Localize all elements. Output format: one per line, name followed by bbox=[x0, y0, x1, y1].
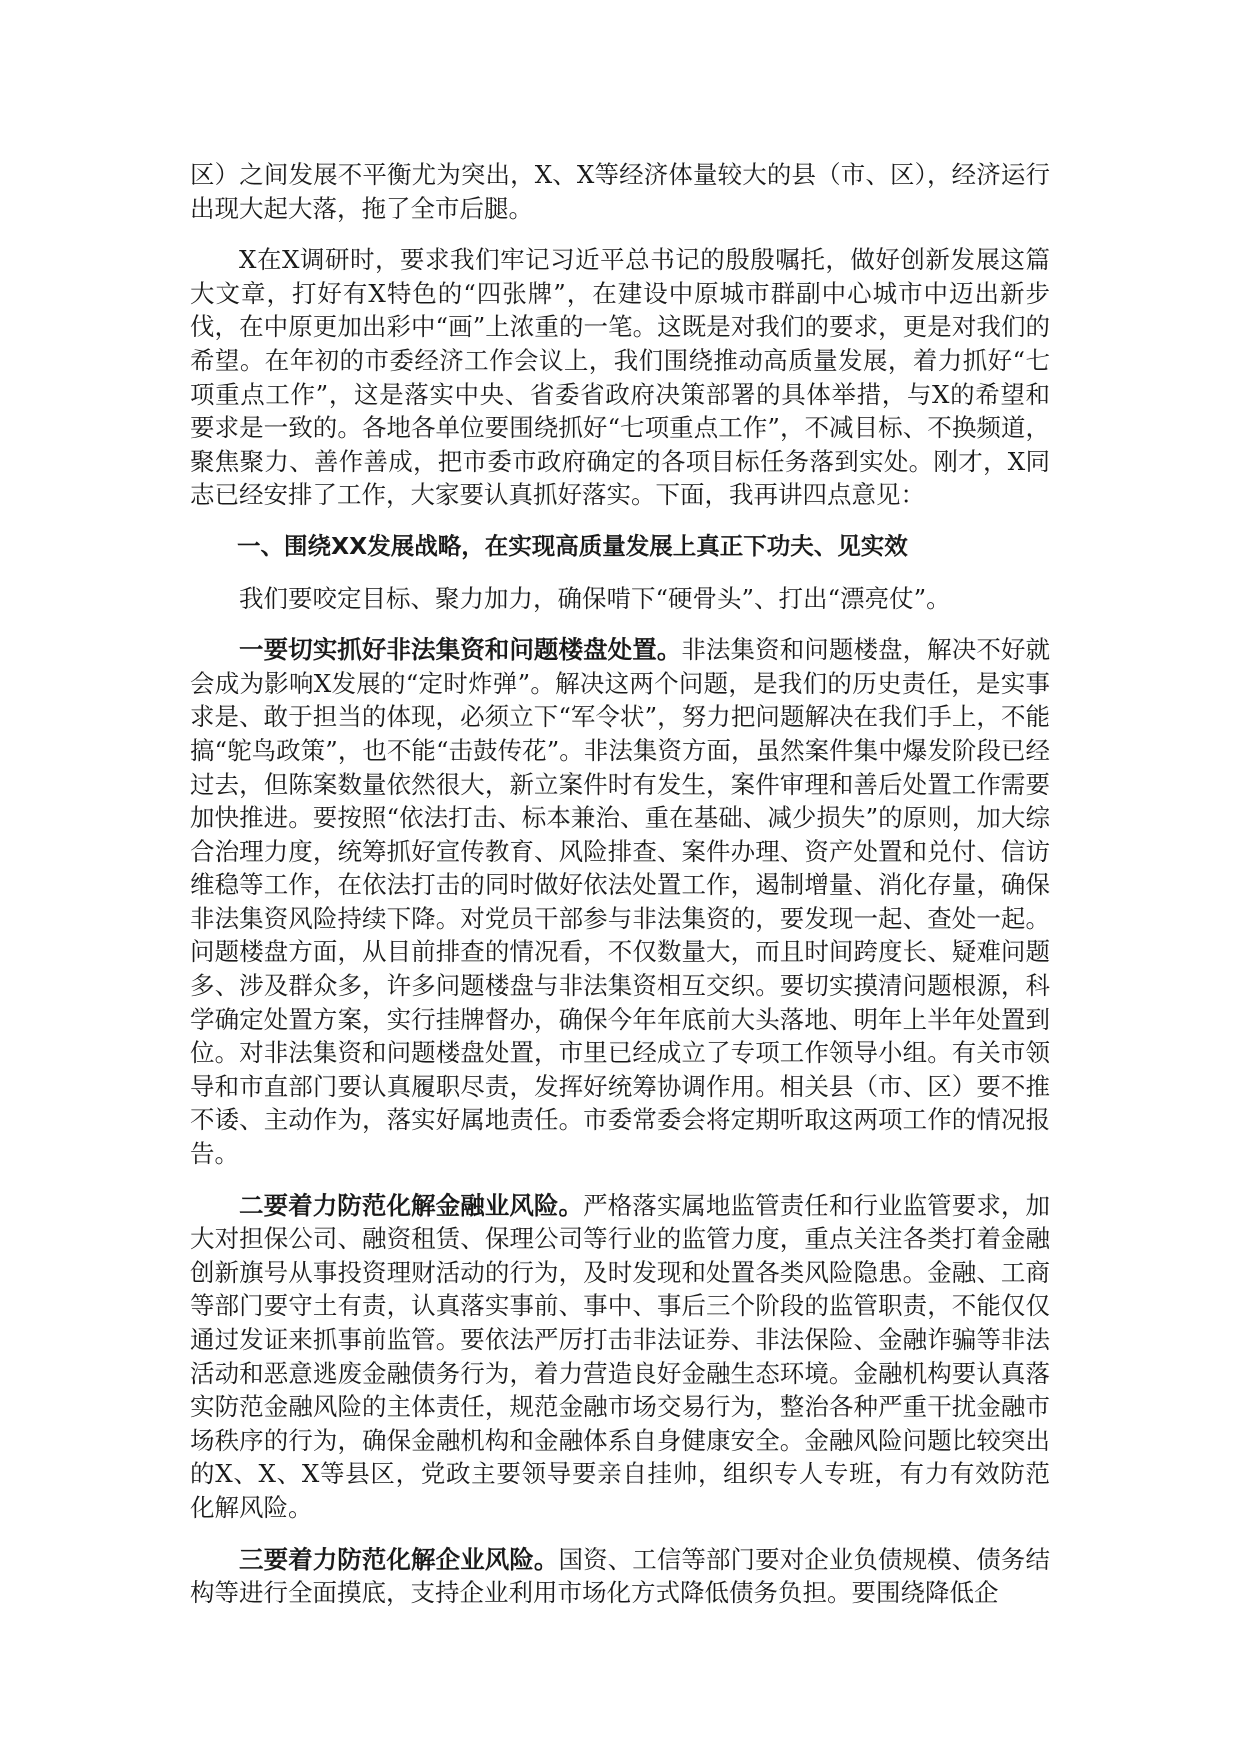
paragraph-section-lead bbox=[190, 582, 1050, 616]
document-page bbox=[190, 158, 1050, 1628]
paragraph-intro bbox=[190, 243, 1050, 512]
paragraph-text: X在X调研时，要求我们牢记习近平总书记的殷殷嘱托，做好创新发展这篇大文章，打好有X特色的“四张牌”，在建设中原城市群副中心城市中迈出新步伐，在中原更加出彩中“画”上浓重的一笔。这既是对我们的要求，更是对我们的希望。在年初的市委经济工作会议上，我们围绕推动高质量发展，着力抓好“七项重点工作”，这是落实中央、省委省政府决策部署的具体举措，与X的希望和要求是一致的。各地各单位要围绕抓好“七项重点工作”，不减目标、不换频道，聚焦聚力、善作善成，把市委市政府确定的各项目标任务落到实处。刚才，X同志已经安排了工作，大家要认真抓好落实。下面，我再讲四点意见： bbox=[190, 245, 1050, 510]
section-heading bbox=[190, 530, 1050, 564]
paragraph-text: 我们要咬定目标、聚力加力，确保啃下“硬骨头”、打出“漂亮仗”。 bbox=[239, 583, 951, 613]
point-lead: 一要切实抓好非法集资和问题楼盘处置。 bbox=[239, 635, 682, 665]
paragraph-text: 国资、工信等部门要对企业负债规模、债务结构等进行全面摸底，支持企业利用市场化方式降低债务负担。要围绕降低企 bbox=[190, 1544, 1050, 1608]
point-lead: 三要着力防范化解企业风险。 bbox=[239, 1544, 559, 1574]
paragraph-text: 非法集资和问题楼盘，解决不好就会成为影响X发展的“定时炸弹”。解决这两个问题，是我们的历史责任，是实事求是、敢于担当的体现，必须立下“军令状”，努力把问题解决在我们手上，不能搞“鸵鸟政策”，也不能“击鼓传花”。非法集资方面，虽然案件集中爆发阶段已经过去，但陈案数量依然很大，新立案件时有发生，案件审理和善后处置工作需要加快推进。要按照“依法打击、标本兼治、重在基础、减少损失”的原则，加大综合治理力度，统筹抓好宣传教育、风险排查、案件办理、资产处置和兑付、信访维稳等工作，在依法打击的同时做好依法处置工作，遏制增量、消化存量，确保非法集资风险持续下降。对党员干部参与非法集资的，要发现一起、查处一起。问题楼盘方面，从目前排查的情况看，不仅数量大，而且时间跨度长、疑难问题多、涉及群众多，许多问题楼盘与非法集资相互交织。要切实摸清问题根源，科学确定处置方案，实行挂牌督办，确保今年年底前大头落地、明年上半年处置到位。对非法集资和问题楼盘处置，市里已经成立了专项工作领导小组。有关市领导和市直部门要认真履职尽责，发挥好统筹协调作用。相关县（市、区）要不推不诿、主动作为，落实好属地责任。市委常委会将定期听取这两项工作的情况报告。 bbox=[190, 635, 1050, 1169]
heading-text: 一、围绕XX发展战略，在实现高质量发展上真正下功夫、见实效 bbox=[237, 531, 908, 560]
paragraph-text: 区）之间发展不平衡尤为突出，X、X等经济体量较大的县（市、区），经济运行出现大起大落，拖了全市后腿。 bbox=[190, 160, 1050, 223]
point-lead: 二要着力防范化解金融业风险。 bbox=[239, 1190, 584, 1220]
paragraph-point-one bbox=[190, 633, 1050, 1171]
paragraph-text: 严格落实属地监管责任和行业监管要求，加大对担保公司、融资租赁、保理公司等行业的监管力度，重点关注各类打着金融创新旗号从事投资理财活动的行为，及时发现和处置各类风险隐患。金融、工商等部门要守土有责，认真落实事前、事中、事后三个阶段的监管职责，不能仅仅通过发证来抓事前监管。要依法严厉打击非法证券、非法保险、金融诈骗等非法活动和恶意逃废金融债务行为，着力营造良好金融生态环境。金融机构要认真落实防范金融风险的主体责任，规范金融市场交易行为，整治各种严重干扰金融市场秩序的行为，确保金融机构和金融体系自身健康安全。金融风险问题比较突出的X、X、X等县区，党政主要领导要亲自挂帅，组织专人专班，有力有效防范化解风险。 bbox=[190, 1190, 1050, 1522]
paragraph-continuation bbox=[190, 158, 1050, 225]
paragraph-point-three bbox=[190, 1543, 1050, 1610]
paragraph-point-two bbox=[190, 1189, 1050, 1525]
